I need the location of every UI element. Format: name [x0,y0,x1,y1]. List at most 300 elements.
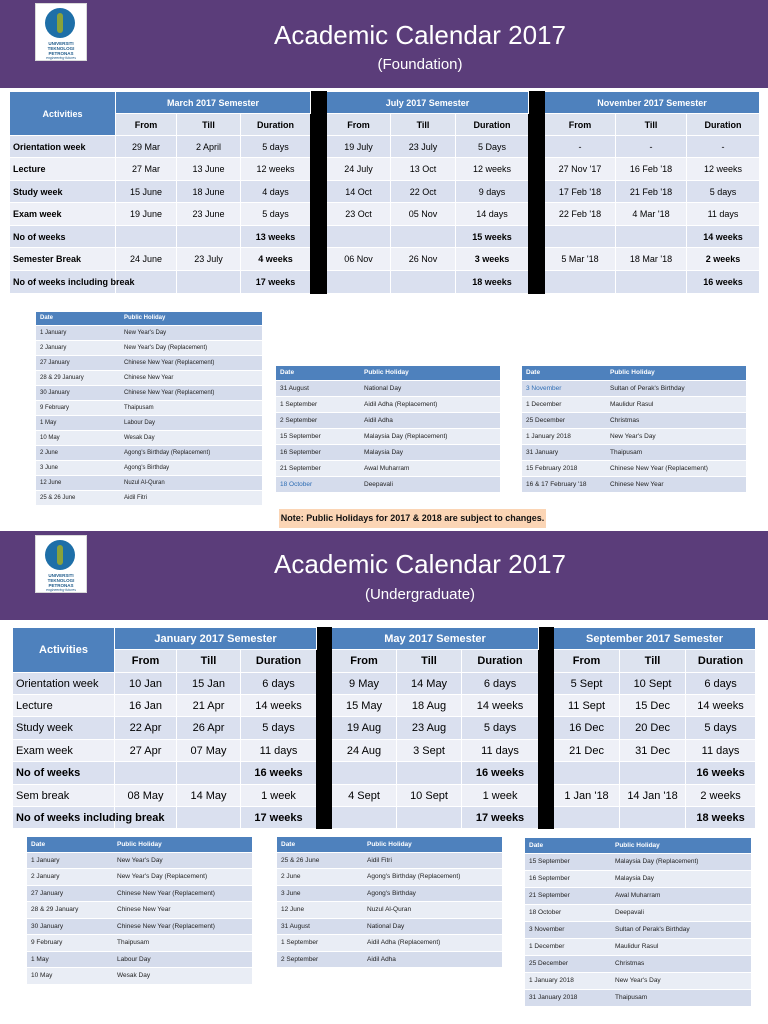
table-row [13,695,756,717]
holiday-row [27,934,252,951]
cell: 27 Nov '17 [545,158,616,181]
holiday-date-header: Date [277,837,363,852]
cell [616,226,687,248]
page-title: Academic Calendar 2017 [274,549,566,579]
holiday-table [522,366,746,493]
holiday-name: Chinese New Year (Replacement) [120,385,262,400]
table-row [10,181,760,203]
holiday-name: Christmas [606,412,746,428]
cell [620,807,686,829]
semester-header: March 2017 Semester [116,92,311,114]
holiday-date: 25 December [522,412,606,428]
holiday-table [277,837,502,968]
cell: 16 Jan [115,695,177,717]
activity-label: No of weeks [13,762,115,785]
cell: 19 June [116,203,177,226]
cell: 23 July [391,136,456,158]
holiday-date-header: Date [27,837,113,852]
activity-label: Orientation week [10,136,116,158]
holiday-date: 2 January [36,340,120,355]
cell [332,807,397,829]
holiday-date: 2 June [36,445,120,460]
cell [391,226,456,248]
holiday-name: New Year's Day [113,852,252,868]
cell: 22 Feb '18 [545,203,616,226]
holiday-date: 1 September [277,934,363,951]
cell: 14 weeks [241,695,317,717]
holiday-date: 18 October [525,904,611,921]
cell [327,271,391,294]
cell: - [545,136,616,158]
holiday-name-header: Public Holiday [120,312,262,325]
cell: 4 Mar '18 [616,203,687,226]
holiday-name: Chinese New Year (Replacement) [606,460,746,476]
holiday-row [525,921,751,938]
cell: 23 Oct [327,203,391,226]
holiday-date: 9 February [36,400,120,415]
holiday-row [277,934,502,951]
holiday-row [27,901,252,918]
activity-label: No of weeks including break [10,271,116,294]
holiday-table [27,837,252,985]
holiday-row [276,412,500,428]
holiday-row [522,380,746,396]
table-row [13,762,756,785]
cell: 4 days [241,181,311,203]
cell [177,762,241,785]
col-from: From [327,114,391,136]
holiday-note: Note: Public Holidays for 2017 & 2018 are subject to changes. [279,509,546,528]
holiday-name-header: Public Holiday [611,838,751,853]
cell: 22 Oct [391,181,456,203]
cell: 4 Sept [332,785,397,807]
cell [545,271,616,294]
col-from: From [115,650,177,673]
cell [620,762,686,785]
holiday-name: Nuzul Al-Quran [363,901,502,918]
semester-header: September 2017 Semester [554,628,756,650]
cell: 15 May [332,695,397,717]
cell [177,226,241,248]
cell: 07 May [177,740,241,762]
cell: 16 Feb '18 [616,158,687,181]
holiday-name: Agong's Birthday (Replacement) [120,445,262,460]
cell: 16 weeks [687,271,760,294]
col-from: From [545,114,616,136]
holiday-row [36,460,262,475]
holiday-date-header: Date [522,366,606,380]
holiday-name-header: Public Holiday [360,366,500,380]
cell: 5 Mar '18 [545,248,616,271]
holiday-date: 15 September [276,428,360,444]
cell: 11 days [462,740,539,762]
cell: 17 weeks [462,807,539,829]
cell: 14 weeks [686,695,756,717]
cell: 08 May [115,785,177,807]
cell: 14 Jan '18 [620,785,686,807]
col-till: Till [616,114,687,136]
holiday-date: 2 September [277,951,363,967]
column-divider [317,628,332,829]
holiday-date: 15 February 2018 [522,460,606,476]
cell [616,271,687,294]
cell: - [616,136,687,158]
col-till: Till [397,650,462,673]
holiday-date: 21 September [276,460,360,476]
activity-label: Lecture [10,158,116,181]
holiday-row [36,445,262,460]
holiday-name: Aidil Fitri [120,490,262,505]
cell: 19 Aug [332,717,397,740]
cell: 06 Nov [327,248,391,271]
holiday-date-header: Date [525,838,611,853]
holiday-row [36,340,262,355]
holiday-name: Agong's Birthday [363,885,502,901]
holiday-name: Nuzul Al-Quran [120,475,262,490]
holiday-date: 25 & 26 June [277,852,363,868]
holiday-row [525,989,751,1006]
holiday-row [522,444,746,460]
holiday-date: 31 January 2018 [525,989,611,1006]
cell: 18 June [177,181,241,203]
holiday-name: Chinese New Year [120,370,262,385]
holiday-name: Sultan of Perak's Birthday [611,921,751,938]
holiday-date: 25 December [525,955,611,972]
cell: 11 days [686,740,756,762]
cell [177,271,241,294]
cell: 5 days [241,136,311,158]
holiday-name: Chinese New Year (Replacement) [113,918,252,934]
holiday-row [27,967,252,984]
holiday-row [36,400,262,415]
table-row [10,136,760,158]
holiday-name: Aidil Adha [363,951,502,967]
undergraduate-calendar-table [12,627,756,829]
holiday-date: 1 January [36,325,120,340]
holiday-date: 12 June [36,475,120,490]
holiday-row [36,370,262,385]
holiday-date: 10 May [27,967,113,984]
activity-label: Orientation week [13,673,115,695]
table-row [13,740,756,762]
activity-label: No of weeks [10,226,116,248]
holiday-date: 12 June [277,901,363,918]
cell: 13 Oct [391,158,456,181]
column-divider [529,92,545,294]
cell: 11 days [241,740,317,762]
col-duration: Duration [241,650,317,673]
cell: 10 Sept [620,673,686,695]
cell: 17 Feb '18 [545,181,616,203]
holiday-row [36,325,262,340]
cell: 18 weeks [686,807,756,829]
holiday-date: 25 & 26 June [36,490,120,505]
cell: 5 days [241,203,311,226]
holiday-date: 1 December [522,396,606,412]
table-row [10,226,760,248]
logo-tagline: engineering futures [46,56,76,60]
holiday-date: 31 August [277,918,363,934]
holiday-name: New Year's Day [120,325,262,340]
cell: 16 weeks [241,762,317,785]
holiday-row [522,412,746,428]
holiday-row [27,918,252,934]
cell: 13 weeks [241,226,311,248]
holiday-row [277,901,502,918]
holiday-name-header: Public Holiday [606,366,746,380]
holiday-name: New Year's Day (Replacement) [113,868,252,885]
holiday-date: 10 May [36,430,120,445]
holiday-date: 1 January 2018 [525,972,611,989]
holiday-name: Christmas [611,955,751,972]
holiday-name: Aidil Fitri [363,852,502,868]
cell: 20 Dec [620,717,686,740]
holiday-name: Chinese New Year (Replacement) [120,355,262,370]
table-row [10,158,760,181]
table-row [10,248,760,271]
cell: 16 weeks [462,762,539,785]
cell: 23 Aug [397,717,462,740]
cell: 3 Sept [397,740,462,762]
holiday-date: 30 January [36,385,120,400]
utp-logo [35,535,87,593]
holiday-name: Chinese New Year (Replacement) [113,885,252,901]
cell: 5 days [687,181,760,203]
cell [391,271,456,294]
cell: 1 week [462,785,539,807]
holiday-name: Aidil Adha (Replacement) [363,934,502,951]
cell: 11 Sept [554,695,620,717]
holiday-date: 1 May [36,415,120,430]
cell: 9 May [332,673,397,695]
holiday-row [525,955,751,972]
holiday-row [276,428,500,444]
cell: 24 June [116,248,177,271]
cell: 27 Apr [115,740,177,762]
cell: 4 weeks [241,248,311,271]
holiday-date: 2 June [277,868,363,885]
holiday-row [277,918,502,934]
holiday-name: Malaysia Day [360,444,500,460]
cell: 15 Jan [177,673,241,695]
holiday-row [522,396,746,412]
cell [554,762,620,785]
holiday-name: Chinese New Year [113,901,252,918]
cell: 5 days [241,717,317,740]
holiday-row [277,852,502,868]
holiday-date: 1 May [27,951,113,967]
holiday-row [36,475,262,490]
cell: 21 Feb '18 [616,181,687,203]
cell: 24 July [327,158,391,181]
holiday-row [522,428,746,444]
holiday-name: Thaipusam [113,934,252,951]
holiday-date: 1 January [27,852,113,868]
activity-label: Exam week [13,740,115,762]
col-till: Till [391,114,456,136]
cell [332,762,397,785]
cell: 26 Apr [177,717,241,740]
cell: 12 weeks [456,158,529,181]
holiday-name: Agong's Birthday [120,460,262,475]
cell: 14 weeks [462,695,539,717]
holiday-name: Awal Muharram [611,887,751,904]
cell: 10 Jan [115,673,177,695]
holiday-date: 2 September [276,412,360,428]
holiday-row [277,868,502,885]
cell: 3 weeks [456,248,529,271]
activity-label: No of weeks including break [13,807,115,829]
holiday-name: Wesak Day [113,967,252,984]
holiday-row [525,853,751,870]
holiday-name: Deepavali [360,476,500,492]
cell: 23 July [177,248,241,271]
holiday-name: National Day [360,380,500,396]
holiday-name: Malaysia Day (Replacement) [611,853,751,870]
holiday-name: New Year's Day [611,972,751,989]
table-row [13,807,756,829]
holiday-name: Aidil Adha (Replacement) [360,396,500,412]
holiday-date: 30 January [27,918,113,934]
cell: 6 days [686,673,756,695]
holiday-row [36,415,262,430]
foundation-banner [0,0,768,88]
activity-label: Semester Break [10,248,116,271]
holiday-date: 28 & 29 January [27,901,113,918]
holiday-date: 16 September [525,870,611,887]
holiday-name: New Year's Day [606,428,746,444]
cell [327,226,391,248]
logo-line: UNIVERSITI [48,573,74,578]
col-duration: Duration [462,650,539,673]
holiday-row [522,476,746,492]
holiday-row [27,951,252,967]
semester-header: November 2017 Semester [545,92,760,114]
holiday-name: Labour Day [113,951,252,967]
holiday-row [276,460,500,476]
logo-line: PETRONAS [48,51,74,56]
cell [397,762,462,785]
holiday-date: 16 & 17 February '18 [522,476,606,492]
cell: 31 Dec [620,740,686,762]
holiday-row [27,885,252,901]
cell: 12 weeks [241,158,311,181]
semester-header: May 2017 Semester [332,628,539,650]
logo-tagline: engineering futures [46,588,76,592]
undergraduate-banner [0,531,768,620]
holiday-name: Chinese New Year [606,476,746,492]
holiday-date: 3 June [36,460,120,475]
cell: 18 weeks [456,271,529,294]
cell: 5 days [462,717,539,740]
semester-header: January 2017 Semester [115,628,317,650]
holiday-date: 27 January [36,355,120,370]
cell: 16 weeks [686,762,756,785]
cell: 1 Jan '18 [554,785,620,807]
holiday-name: Thaipusam [611,989,751,1006]
cell: 17 weeks [241,807,317,829]
cell [177,807,241,829]
activity-label: Study week [10,181,116,203]
col-till: Till [177,114,241,136]
semester-header: July 2017 Semester [327,92,529,114]
holiday-row [525,938,751,955]
cell: 14 days [456,203,529,226]
holiday-row [36,430,262,445]
holiday-row [276,396,500,412]
col-duration: Duration [241,114,311,136]
cell: 14 Oct [327,181,391,203]
holiday-name: Thaipusam [120,400,262,415]
holiday-name-header: Public Holiday [363,837,502,852]
table-row [13,785,756,807]
cell: 15 Dec [620,695,686,717]
cell: 15 June [116,181,177,203]
holiday-row [36,490,262,505]
col-from: From [554,650,620,673]
holiday-date-header: Date [276,366,360,380]
cell: 5 Days [456,136,529,158]
holiday-name: Deepavali [611,904,751,921]
holiday-date: 9 February [27,934,113,951]
holiday-date: 31 August [276,380,360,396]
col-duration: Duration [686,650,756,673]
cell [397,807,462,829]
cell: 17 weeks [241,271,311,294]
utp-logo [35,3,87,61]
holiday-name: Malaysia Day [611,870,751,887]
holiday-name: Awal Muharram [360,460,500,476]
activity-label: Sem break [13,785,115,807]
holiday-row [522,460,746,476]
page-title: Academic Calendar 2017 [274,20,566,50]
activities-header: Activities [10,92,116,136]
cell: 5 Sept [554,673,620,695]
cell [554,807,620,829]
holiday-name: National Day [363,918,502,934]
activity-label: Study week [13,717,115,740]
cell: 2 April [177,136,241,158]
cell: 2 weeks [687,248,760,271]
cell: 14 May [177,785,241,807]
cell: 18 Mar '18 [616,248,687,271]
holiday-name: Maulidur Rasul [611,938,751,955]
cell: 19 July [327,136,391,158]
cell: 27 Mar [116,158,177,181]
cell: 22 Apr [115,717,177,740]
cell: 05 Nov [391,203,456,226]
holiday-name: Aidil Adha [360,412,500,428]
cell: 14 May [397,673,462,695]
holiday-row [276,380,500,396]
col-duration: Duration [456,114,529,136]
cell: 18 Aug [397,695,462,717]
holiday-row [27,868,252,885]
cell: 21 Dec [554,740,620,762]
page-subtitle: (Foundation) [377,56,463,73]
holiday-name: Wesak Day [120,430,262,445]
table-row [13,673,756,695]
holiday-name: New Year's Day (Replacement) [120,340,262,355]
holiday-name: Labour Day [120,415,262,430]
holiday-name: Thaipusam [606,444,746,460]
holiday-date: 18 October [276,476,360,492]
cell: 29 Mar [116,136,177,158]
col-from: From [116,114,177,136]
holiday-name: Sultan of Perak's Birthday [606,380,746,396]
logo-line: UNIVERSITI [48,41,74,46]
holiday-row [276,444,500,460]
